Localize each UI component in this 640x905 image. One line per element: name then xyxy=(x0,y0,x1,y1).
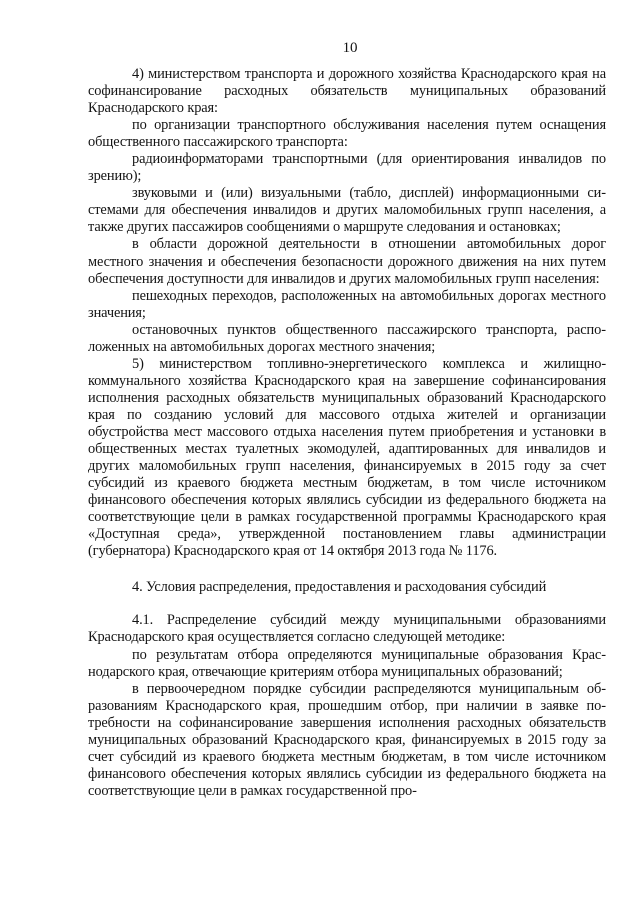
section-heading: 4. Условия распределения, предоставления и расходования субсидий xyxy=(132,579,547,596)
paragraph-road-activity: в области дорожной деятельности в отношении автомобильных дорог местного значения и обеспечения безопасности дорожного движения на них путем обеспечения доступности для инвалидов и других маломобильных групп населения: xyxy=(88,236,606,287)
paragraph-info-systems: звуковыми и (или) визуальными (табло, дисплей) информационными системами для обеспечения инвалидов и других маломобильных групп населения, а также других пассажиров сообщениями о маршруте следования и остановках; xyxy=(88,185,606,236)
paragraph-radio-informers: радиоинформаторами транспортными (для ориентирования инвалидов по зрению); xyxy=(88,151,606,185)
paragraph-selection-results: по результатам отбора определяются муниципальные образования Краснодарского края, отвечающие критериям отбора муниципальных образований; xyxy=(88,646,606,680)
paragraph-item-4: 4) министерством транспорта и дорожного хозяйства Краснодарского края на софинансирование расходных обязательств муниципальных образований Краснодарского края: xyxy=(88,66,606,117)
paragraph-item-5: 5) министерством топливно-энергетического комплекса и жилищно-коммунального хозяйства Краснодарского края на завершение софинансирования исполнения расходных обязательств муниципальных образований Краснодарского края по созданию условий для массового отдыха жителей и организации обустройства мест массового отдыха населения путем приобретения и установки в общественных местах туалетных экомодулей, адаптированных для инвалидов и других маломобильных групп населения, финансируемых в 2015 году за счет субсидий из краевого бюджета местным бюджетам, в том числе источником финансового обеспечения которых являлись субсидии из федерального бюджета на соответствующие цели в рамках государственной программы Краснодарского края «Доступная среда», утвержденной постановлением главы администрации (губернатора) Краснодарского края от 14 октября 2013 года № 1176. xyxy=(88,355,606,560)
paragraph-4-1: 4.1. Распределение субсидий между муниципальными образованиями Краснодарского края осуществляется согласно следующей методике: xyxy=(88,612,606,646)
paragraph-bus-stops: остановочных пунктов общественного пассажирского транспорта, расположенных на автомобильных дорогах местного значения; xyxy=(88,321,606,355)
paragraph-transport-service: по организации транспортного обслуживания населения путем оснащения общественного пассажирского транспорта: xyxy=(88,117,606,151)
paragraph-pedestrian-crossings: пешеходных переходов, расположенных на автомобильных дорогах местного значения; xyxy=(88,287,606,321)
document-page xyxy=(88,40,606,800)
page-number: 10 xyxy=(342,40,358,56)
paragraph-priority-distribution: в первоочередном порядке субсидии распределяются муниципальным образованиям Краснодарского края, прошедшим отбор, при наличии в заявке потребности на софинансирование завершения исполнения расходных обязательств муниципальных образований Краснодарского края, финансируемых в 2015 году за счет субсидий из краевого бюджета местным бюджетам, в том числе источником финансового обеспечения которых являлись субсидии из федерального бюджета на соответствующие цели в рамках государственной про- xyxy=(88,680,606,799)
